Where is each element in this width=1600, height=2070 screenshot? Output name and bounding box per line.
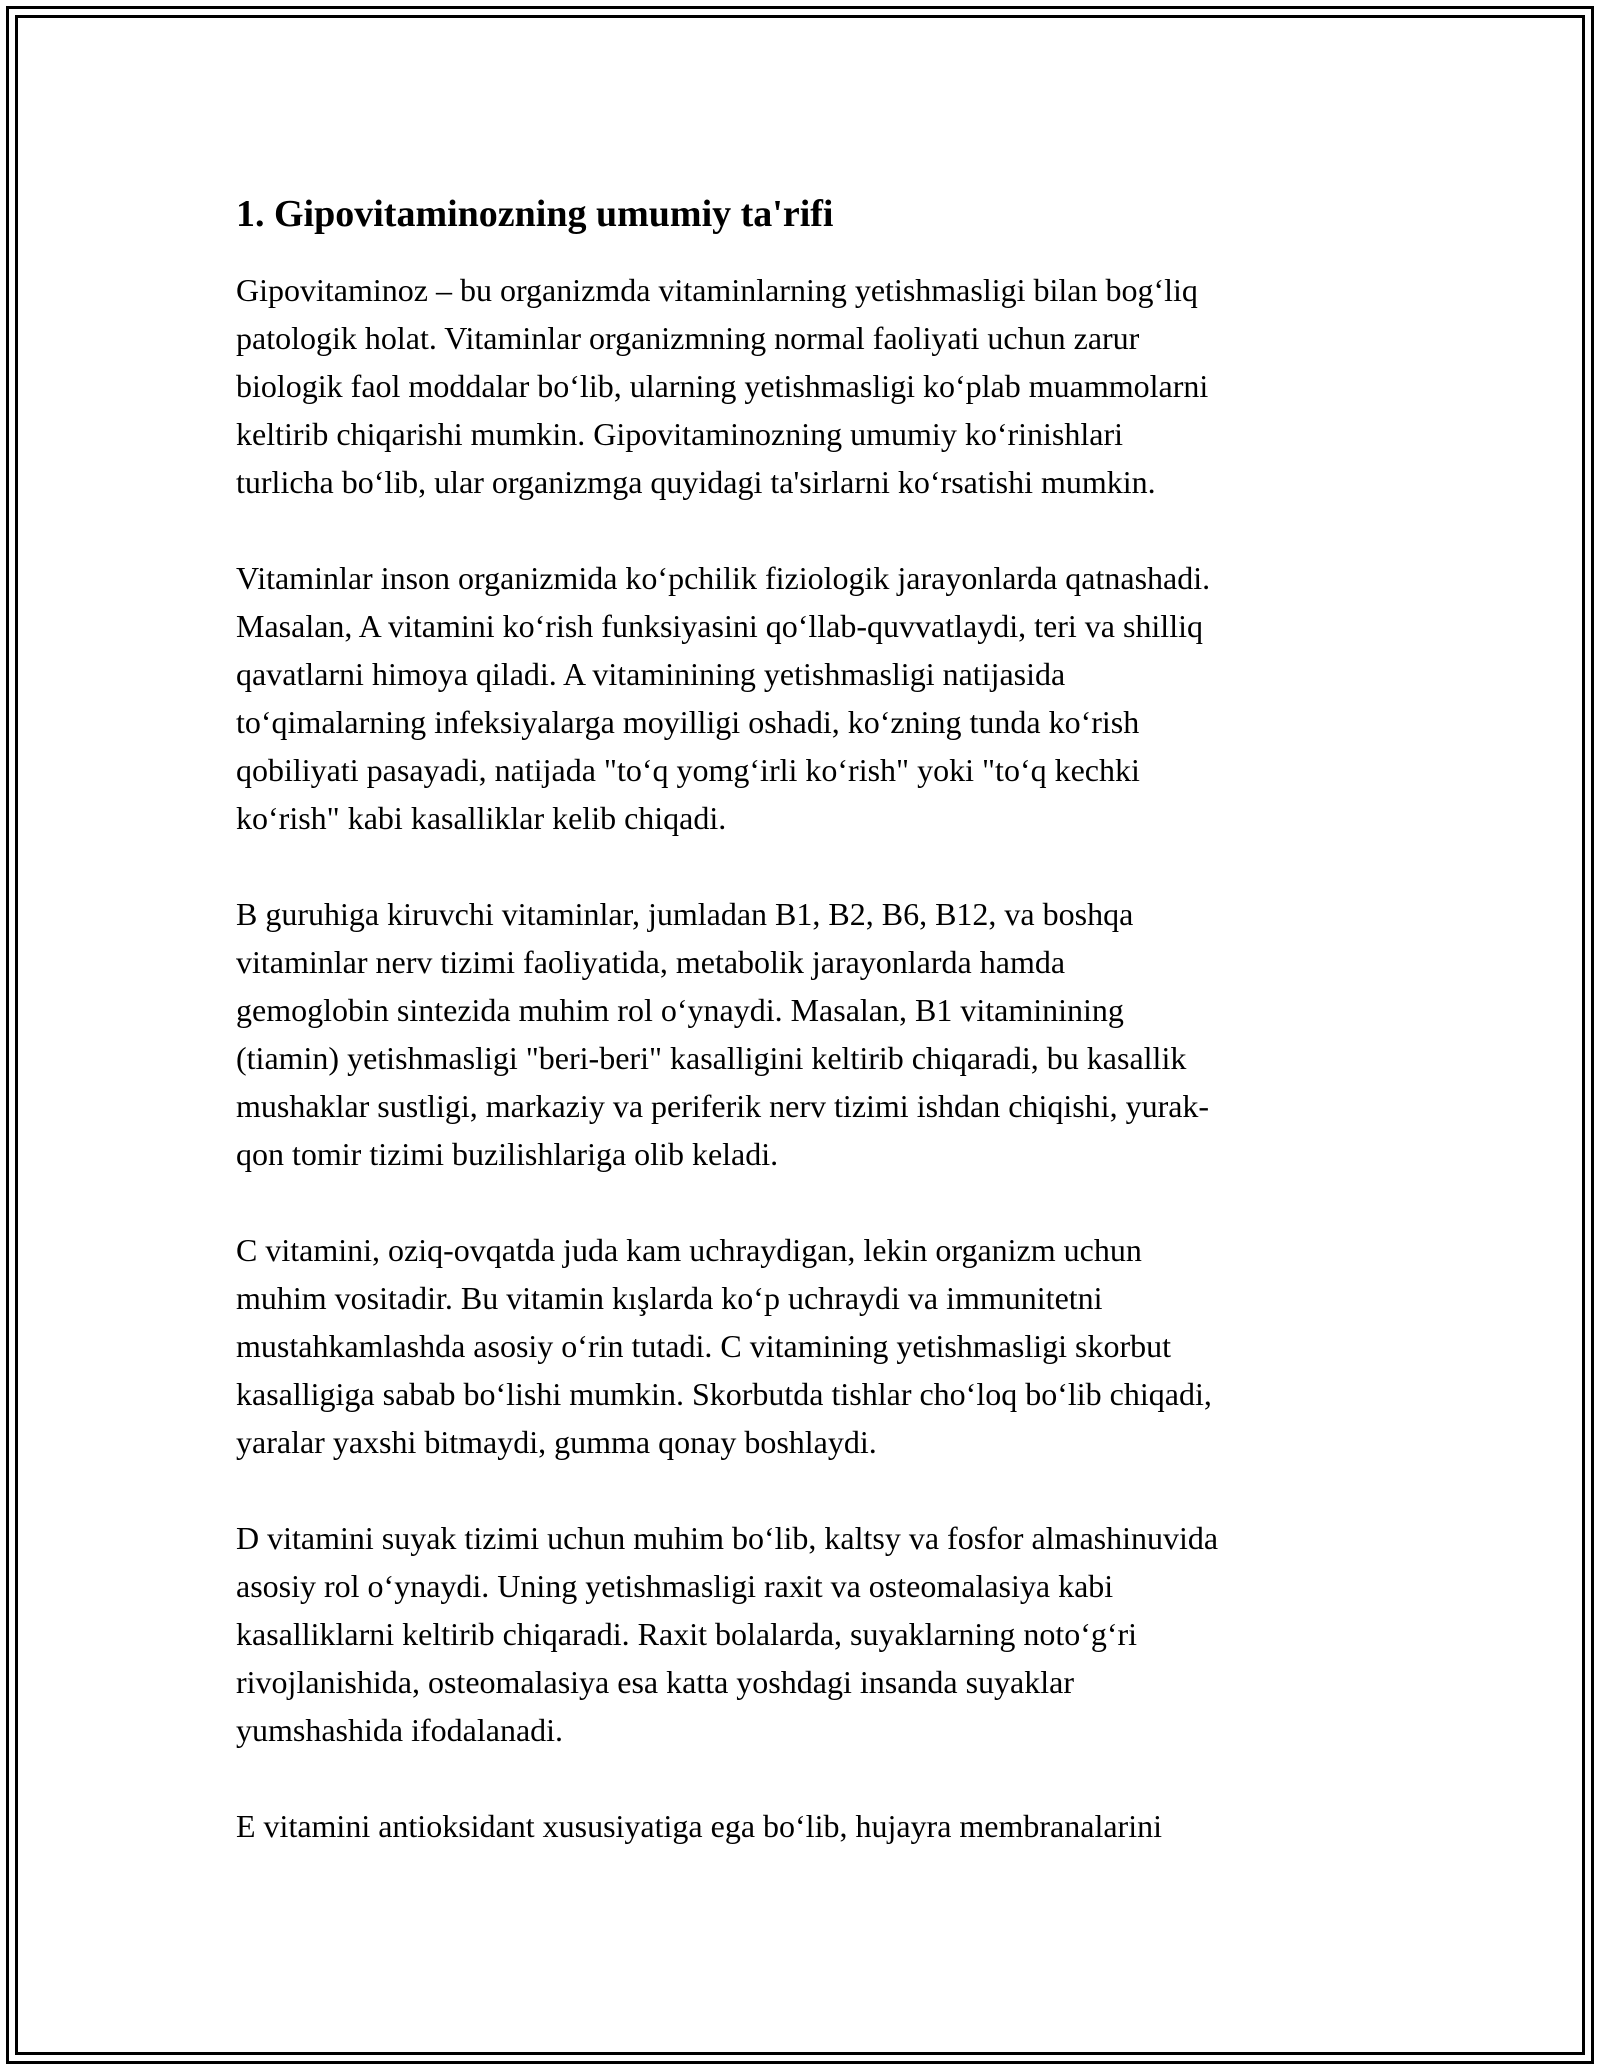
paragraph-vitamin-c: C vitamini, oziq-ovqatda juda kam uchraydigan, lekin organizm uchun muhim vositadir. Bu vitamin kışlarda ko‘p uchraydi va immunitetni mustahkamlashda asosiy o‘rin tutadi. C vitamining yetishmasligi skorbut kasalligiga sabab bo‘lishi mumkin. Skorbutda tishlar cho‘loq bo‘lib chiqadi, yaralar yaxshi bitmaydi, gumma qonay boshlaydi. <box>236 1232 1212 1460</box>
paragraph-intro: Gipovitaminoz – bu organizmda vitaminlarning yetishmasligi bilan bog‘liq patologik holat. Vitaminlar organizmning normal faoliyati uchun zarur biologik faol moddalar bo‘lib, ularning yetishmasligi ko‘plab muammolarni keltirib chiqarishi mumkin. Gipovitaminozning umumiy ko‘rinishlari turlicha bo‘lib, ular organizmga quyidagi ta'sirlarni ko‘rsatishi mumkin. <box>236 272 1209 500</box>
paragraph-vitamin-a: Vitaminlar inson organizmida ko‘pchilik fiziologik jarayonlarda qatnashadi. Masalan, A vitamini ko‘rish funksiyasini qo‘llab-quvvatlaydi, teri va shilliq qavatlarni himoya qiladi. A vitaminining yetishmasligi natijasida to‘qimalarning infeksiyalarga moyilligi oshadi, ko‘zning tunda ko‘rish qobiliyati pasayadi, natijada "to‘q yomg‘irli ko‘rish" yoki "to‘q kechki ko‘rish" kabi kasalliklar kelib chiqadi. <box>236 560 1211 836</box>
section-heading: 1. Gipovitaminozning umumiy ta'rifi <box>236 193 834 235</box>
paragraph-vitamin-b: B guruhiga kiruvchi vitaminlar, jumladan B1, B2, B6, B12, va boshqa vitaminlar nerv tizimi faoliyatida, metabolik jarayonlarda hamda gemoglobin sintezida muhim rol o‘ynaydi. Masalan, B1 vitaminining (tiamin) yetishmasligi "beri-beri" kasalligini keltirib chiqaradi, bu kasallik mushaklar sustligi, markaziy va periferik nerv tizimi ishdan chiqishi, yurak- qon tomir tizimi buzilishlariga olib keladi. <box>236 896 1210 1172</box>
paragraph-vitamin-e: E vitamini antioksidant xususiyatiga ega bo‘lib, hujayra membranalarini <box>236 1808 1162 1844</box>
document-body <box>236 186 1376 1898</box>
paragraph-vitamin-d: D vitamini suyak tizimi uchun muhim bo‘lib, kaltsy va fosfor almashinuvida asosiy rol o‘ynaydi. Uning yetishmasligi raxit va osteomalasiya kabi kasalliklarni keltirib chiqaradi. Raxit bolalarda, suyaklarning noto‘g‘ri rivojlanishida, osteomalasiya esa katta yoshdagi insanda suyaklar yumshashida ifodalanadi. <box>236 1520 1219 1748</box>
